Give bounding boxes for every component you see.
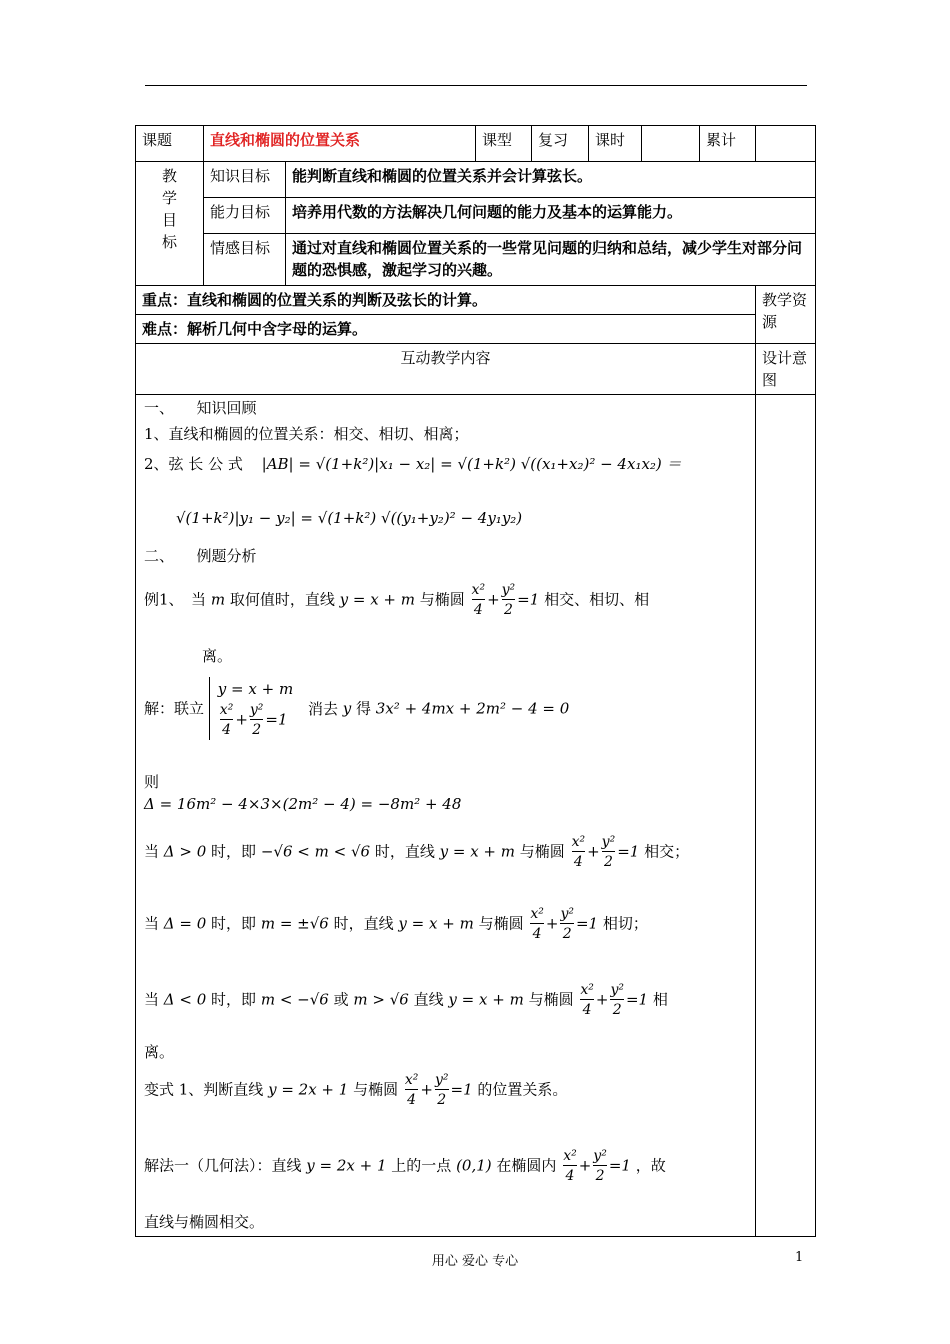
section-review: 一、 知识回顾 bbox=[144, 399, 257, 417]
page-number: 1 bbox=[795, 1250, 804, 1265]
lesson-plan-table bbox=[135, 125, 816, 1237]
example-1-end: 离。 bbox=[202, 647, 233, 665]
key-points: 重点：直线和椭圆的位置关系的判断及弦长的计算。 bbox=[136, 286, 756, 315]
resources-label: 教学资源 bbox=[756, 286, 816, 344]
goal-emotion: 通过对直线和椭圆位置关系的一些常见问题的归纳和总结，减少学生对部分问题的恐惧感，激起学习的兴趣。 bbox=[286, 234, 816, 286]
chord-formula-1: |AB| = √(1+k²)|x₁ − x₂| = √(1+k²) √((x₁+x₂)² − 4x₁x₂) ＝ bbox=[261, 455, 682, 473]
goal-label-knowledge: 知识目标 bbox=[204, 162, 286, 198]
variant-1: 变式 1、判断直线 y = 2x + 1 与椭圆 $\frac{\text{x²}}{4}$ + $\frac{\text{y²}}{2}$ =1 的位置关系。 bbox=[144, 1072, 568, 1108]
content-label: 互动教学内容 bbox=[136, 344, 756, 395]
lesson-total bbox=[756, 126, 816, 162]
case-separate-end: 离。 bbox=[144, 1043, 175, 1061]
footer-motto: 用心 爱心 专心 bbox=[431, 1254, 519, 1269]
type-label: 课型 bbox=[476, 126, 532, 162]
lesson-topic: 直线和椭圆的位置关系 bbox=[204, 126, 476, 162]
teaching-content bbox=[136, 395, 756, 1237]
discriminant: 则 Δ = 16m² − 4×3×(2m² − 4) = −8m² + 48 bbox=[144, 773, 462, 813]
goal-label-emotion: 情感目标 bbox=[204, 234, 286, 286]
case-intersect: 当 Δ > 0 时，即 −√6 < m < √6 时，直线 y = x + m 与椭圆 $\frac{\text{x²}}{4}$ + $\frac{\text{y²}}{2}$ =1 相交； bbox=[144, 834, 690, 870]
goals-label: 教学目标 bbox=[136, 162, 204, 286]
chord-label: 2、弦 长 公 式 bbox=[144, 455, 243, 473]
solution-system: 解：联立 y = x + m $\frac{\text{x²}}{4}$ + $\frac{\text{y²}}{2}$ =1 消去 y 得 3x² + 4mx + 2m² − 4 = 0 bbox=[144, 677, 569, 740]
lesson-period bbox=[642, 126, 700, 162]
total-label: 累计 bbox=[700, 126, 756, 162]
chord-formula-line bbox=[144, 453, 682, 475]
goal-label-ability: 能力目标 bbox=[204, 198, 286, 234]
case-tangent: 当 Δ = 0 时，即 m = ±√6 时，直线 y = x + m 与椭圆 $\frac{\text{x²}}{4}$ + $\frac{\text{y²}}{2}$ =1 相切； bbox=[144, 906, 648, 942]
goal-ability: 培养用代数的方法解决几何问题的能力及基本的运算能力。 bbox=[286, 198, 816, 234]
header-rule bbox=[145, 85, 807, 86]
example-1: 例1、 当 m 取何值时，直线 y = x + m 与椭圆 $\frac{\text{x²}}{4}$ + $\frac{\text{y²}}{2}$ =1 相交、相切、相 bbox=[144, 582, 650, 618]
review-item-1: 1、直线和椭圆的位置关系：相交、相切、相离； bbox=[144, 425, 469, 443]
topic-label: 课题 bbox=[136, 126, 204, 162]
design-intent-cell bbox=[756, 395, 816, 1237]
difficulty: 难点：解析几何中含字母的运算。 bbox=[136, 315, 756, 344]
chord-formula-2: √(1+k²)|y₁ − y₂| = √(1+k²) √((y₁+y₂)² − 4y₁y₂) bbox=[176, 509, 523, 527]
section-examples: 二、 例题分析 bbox=[144, 547, 257, 565]
design-label: 设计意图 bbox=[756, 344, 816, 395]
method-geometric: 解法一（几何法）：直线 y = 2x + 1 上的一点 (0,1) 在椭圆内 $\frac{\text{x²}}{4}$ + $\frac{\text{y²}}{2}$ =1 ，故 bbox=[144, 1148, 666, 1184]
case-separate: 当 Δ < 0 时，即 m < −√6 或 m > √6 直线 y = x + m 与椭圆 $\frac{\text{x²}}{4}$ + $\frac{\text{y²}}{2}$ =1 相 bbox=[144, 982, 668, 1018]
period-label: 课时 bbox=[589, 126, 642, 162]
goal-knowledge: 能判断直线和椭圆的位置关系并会计算弦长。 bbox=[286, 162, 816, 198]
method-geometric-end: 直线与椭圆相交。 bbox=[144, 1213, 265, 1231]
lesson-type: 复习 bbox=[532, 126, 589, 162]
